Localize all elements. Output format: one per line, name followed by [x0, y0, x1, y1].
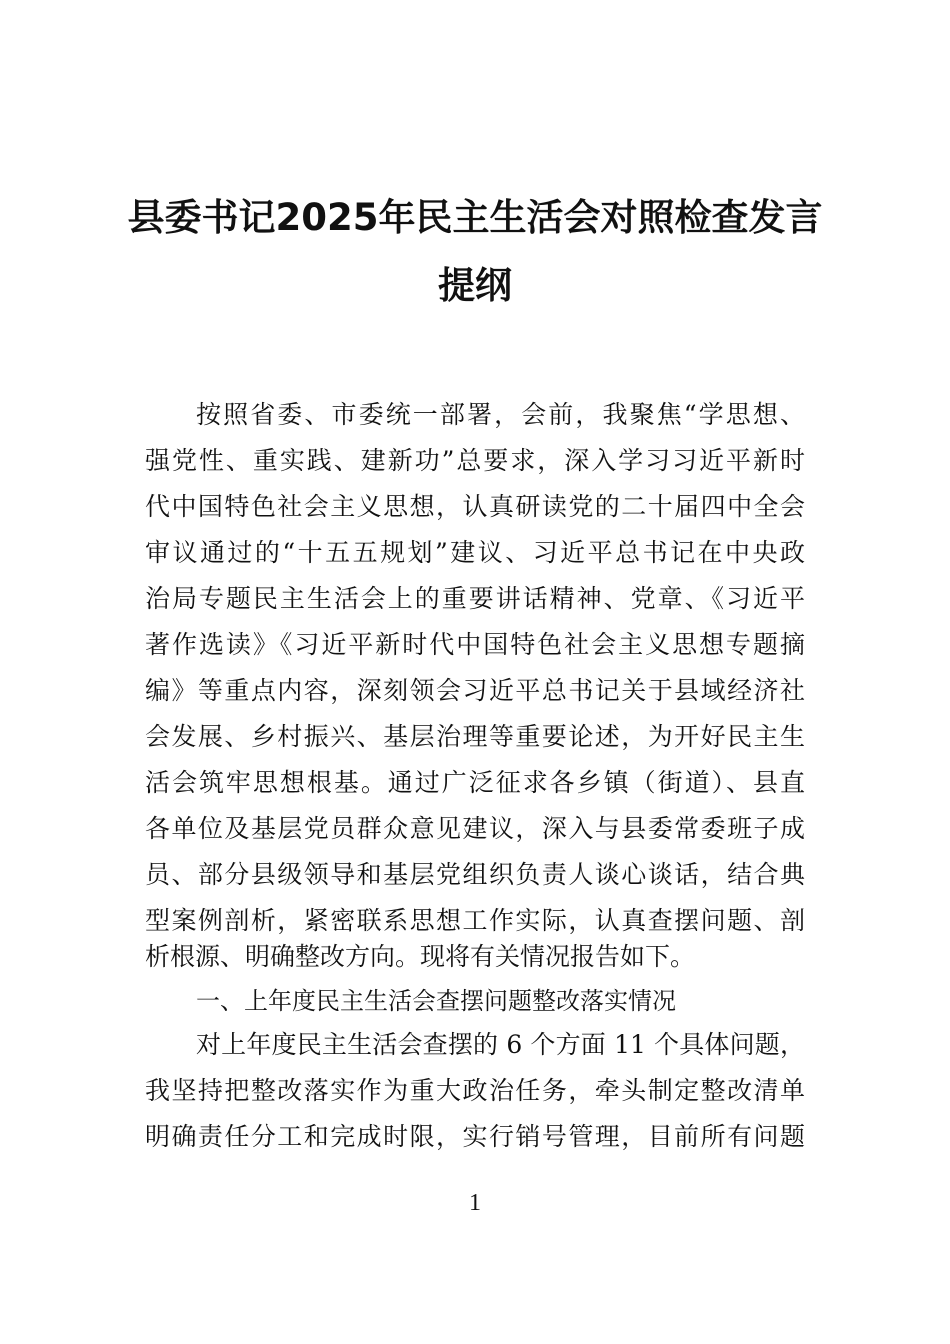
intro-line: 编》等重点内容，深刻领会习近平总书记关于县域经济社 — [145, 676, 805, 705]
intro-line: 析根源、明确整改方向。现将有关情况报告如下。 — [145, 942, 696, 971]
intro-line: 代中国特色社会主义思想，认真研读党的二十届四中全会 — [145, 492, 805, 521]
section-1-line: 对上年度民主生活会查摆的 6 个方面 11 个具体问题， — [196, 1030, 805, 1059]
intro-line: 审议通过的“十五五规划”建议、习近平总书记在中央政 — [145, 538, 805, 567]
document-title-line-2: 提纲 — [438, 264, 512, 307]
intro-line: 型案例剖析，紧密联系思想工作实际，认真查摆问题、剖 — [145, 906, 805, 935]
intro-line: 著作选读》《习近平新时代中国特色社会主义思想专题摘 — [145, 630, 805, 659]
intro-line: 各单位及基层党员群众意见建议，深入与县委常委班子成 — [145, 814, 805, 843]
intro-line: 活会筑牢思想根基。通过广泛征求各乡镇（街道）、县直 — [145, 768, 805, 797]
intro-line: 员、部分县级领导和基层党组织负责人谈心谈话，结合典 — [145, 860, 805, 889]
section-1-heading: 一、上年度民主生活会查摆问题整改落实情况 — [196, 987, 676, 1015]
section-1-line: 明确责任分工和完成时限，实行销号管理，目前所有问题 — [145, 1122, 805, 1151]
section-1-line: 我坚持把整改落实作为重大政治任务，牵头制定整改清单 — [145, 1076, 805, 1105]
intro-line: 强党性、重实践、建新功”总要求，深入学习习近平新时 — [145, 446, 805, 475]
intro-line: 按照省委、市委统一部署，会前，我聚焦“学思想、 — [196, 400, 805, 429]
page-number: 1 — [469, 1190, 481, 1216]
intro-line: 会发展、乡村振兴、基层治理等重要论述，为开好民主生 — [145, 722, 805, 751]
document-title-line-1: 县委书记2025年民主生活会对照检查发言 — [127, 196, 823, 239]
intro-line: 治局专题民主生活会上的重要讲话精神、党章、《习近平 — [145, 584, 805, 613]
